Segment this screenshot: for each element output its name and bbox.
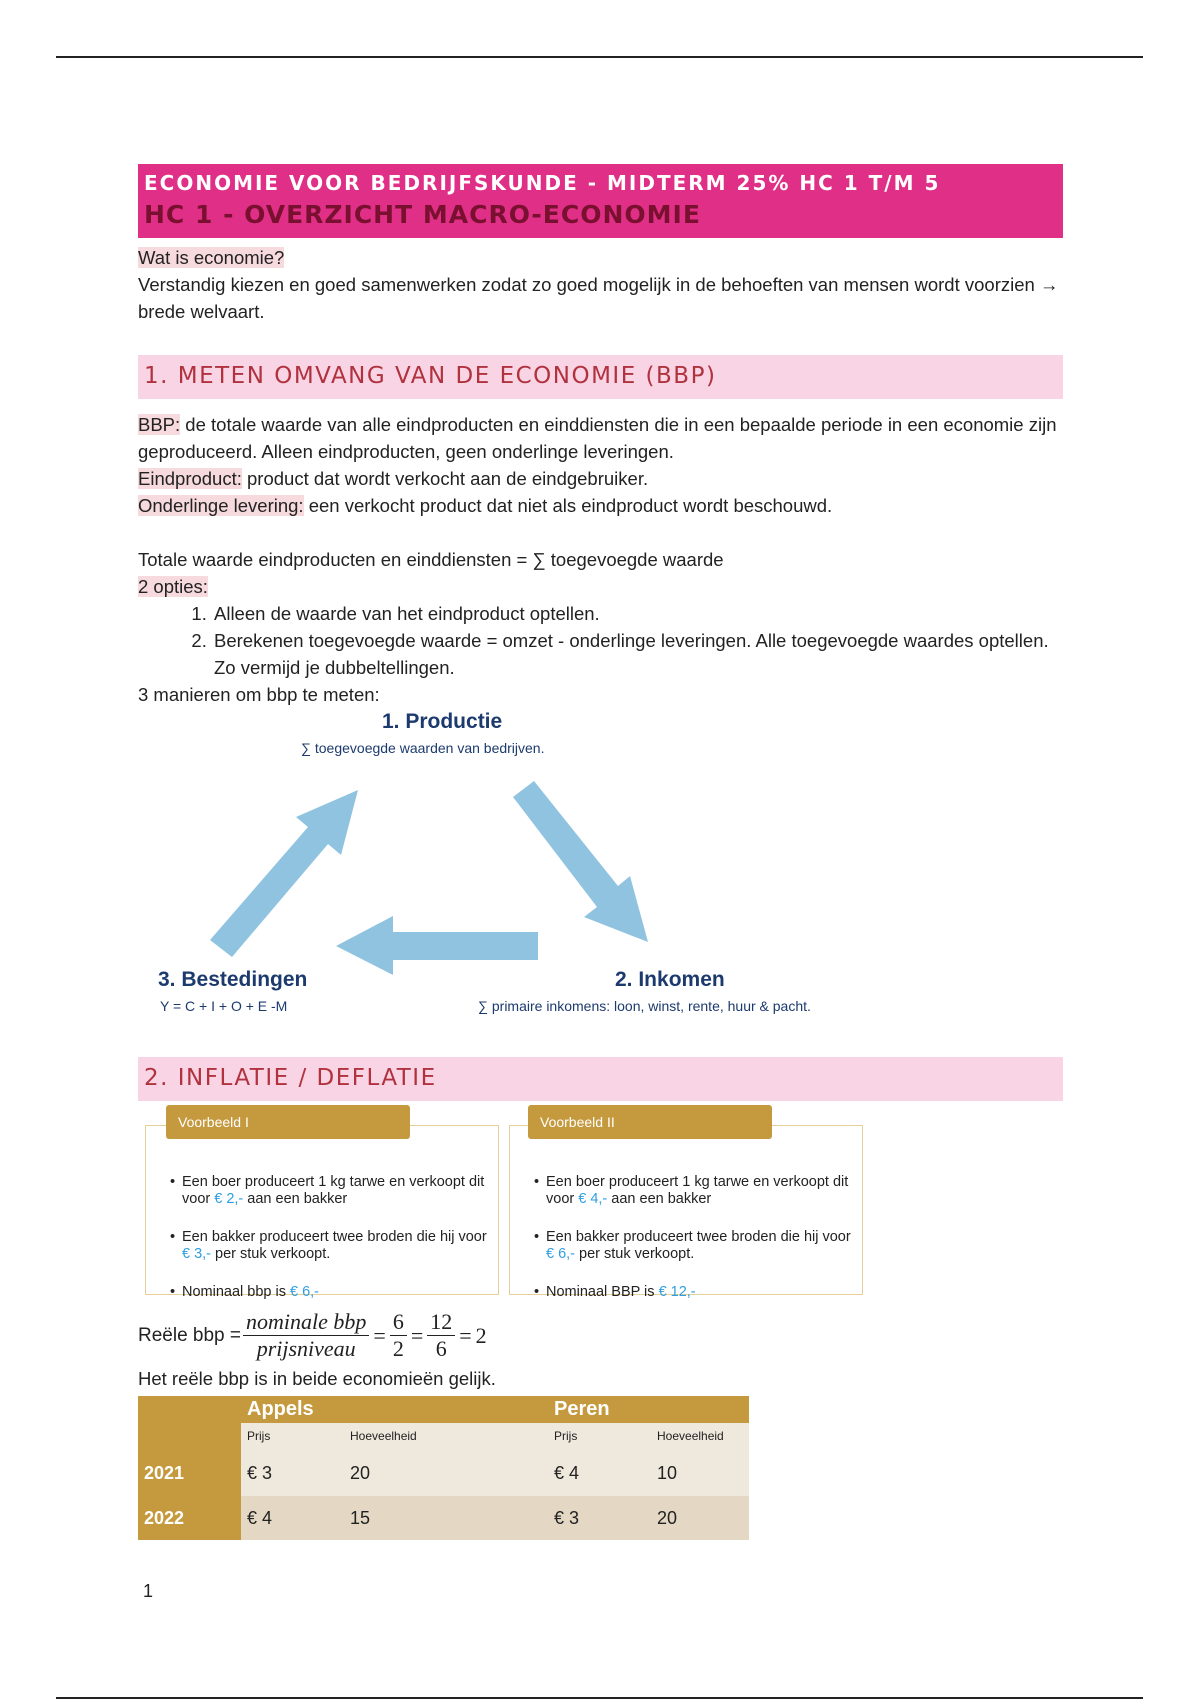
row-year: 2021 bbox=[138, 1450, 241, 1496]
top-rule bbox=[56, 56, 1143, 58]
price-quantity-table bbox=[138, 1396, 749, 1540]
table-cell: 20 bbox=[344, 1450, 447, 1496]
list-item: • Een boer produceert 1 kg tarwe en verkoopt dit voor € 4,- aan een bakker bbox=[534, 1174, 862, 1208]
list-item: • Nominaal BBP is € 12,- bbox=[534, 1284, 862, 1301]
formula-fraction: $\frac{12}{6}$ bbox=[427, 1309, 455, 1362]
definition-term: BBP: bbox=[138, 414, 181, 435]
column-header: Hoeveelheid bbox=[344, 1423, 447, 1450]
table-group-header bbox=[138, 1396, 749, 1423]
conclusion-text: Het reële bbp is in beide economieën gelijk. bbox=[138, 1368, 496, 1389]
production-title: 1. Productie bbox=[382, 710, 503, 733]
spending-sub: Y = C + I + O + E -M bbox=[160, 998, 288, 1014]
income-title: 2. Inkomen bbox=[615, 968, 725, 991]
arrow-left bbox=[336, 916, 538, 975]
column-header: Prijs bbox=[241, 1423, 344, 1450]
intro-answer: Verstandig kiezen en goed samenwerken zodat zo goed mogelijk in de behoeften van mensen wordt voorzien → brede welvaart. bbox=[138, 274, 1059, 322]
definition-text: product dat wordt verkocht aan de eindgebruiker. bbox=[241, 468, 649, 489]
table-cell: € 4 bbox=[241, 1496, 344, 1540]
intro-question: Wat is economie? bbox=[138, 247, 285, 268]
example-list bbox=[534, 1174, 862, 1322]
example-tab: Voorbeeld II bbox=[528, 1105, 772, 1139]
column-header: Hoeveelheid bbox=[651, 1423, 749, 1450]
definition-term: Onderlinge levering: bbox=[138, 495, 304, 516]
definition bbox=[138, 411, 1063, 465]
options-label: 2 opties: bbox=[138, 576, 208, 597]
options-list bbox=[138, 600, 1063, 681]
table-cell: 15 bbox=[344, 1496, 447, 1540]
section-heading-bbp: 1. METEN OMVANG VAN DE ECONOMIE (BBP) bbox=[138, 355, 1063, 399]
document-title: ECONOMIE VOOR BEDRIJFSKUNDE - MIDTERM 25% HC 1 T/M 5 bbox=[144, 171, 941, 195]
table-cell: € 4 bbox=[548, 1450, 651, 1496]
list-item: 2. Berekenen toegevoegde waarde = omzet - onderlinge leveringen. Alle toegevoegde waardes optellen. Zo vermijd je dubbeltellingen. bbox=[212, 627, 1063, 681]
example-box bbox=[145, 1125, 499, 1300]
table-row bbox=[138, 1496, 749, 1540]
list-item: • Nominaal bbp is € 6,- bbox=[170, 1284, 498, 1301]
column-group-peren: Peren bbox=[548, 1396, 651, 1423]
total-value-line: Totale waarde eindproducten en einddiensten = ∑ toegevoegde waarde bbox=[138, 549, 724, 570]
arrow-up-right bbox=[210, 790, 358, 957]
column-group-appels: Appels bbox=[241, 1396, 344, 1423]
bottom-rule bbox=[56, 1697, 1143, 1699]
examples-row bbox=[138, 1105, 1063, 1305]
bbp-cycle-diagram bbox=[138, 708, 1063, 1043]
definition bbox=[138, 465, 1063, 492]
income-sub: ∑ primaire inkomens: loon, winst, rente, huur & pacht. bbox=[478, 998, 811, 1014]
production-sub: ∑ toegevoegde waarden van bedrijven. bbox=[301, 740, 545, 756]
table-cell: 10 bbox=[651, 1450, 749, 1496]
definition-text: de totale waarde van alle eindproducten en einddiensten die in een bepaalde periode in een economie zijn geproduceerd. Alleen eindproducten, geen onderlinge leveringen. bbox=[138, 414, 1057, 462]
list-item: • Een boer produceert 1 kg tarwe en verkoopt dit voor € 2,- aan een bakker bbox=[170, 1174, 498, 1208]
formula-fraction: $\frac{6}{2}$ bbox=[390, 1309, 407, 1362]
spending-title: 3. Bestedingen bbox=[158, 968, 308, 991]
page-number: 1 bbox=[143, 1581, 154, 1601]
list-item: • Een bakker produceert twee broden die hij voor € 3,- per stuk verkoopt. bbox=[170, 1229, 498, 1263]
example-list bbox=[170, 1174, 498, 1322]
example-box bbox=[509, 1125, 863, 1300]
example-tab: Voorbeeld I bbox=[166, 1105, 410, 1139]
definition-text: een verkocht product dat niet als eindproduct wordt beschouwd. bbox=[303, 495, 833, 516]
column-header: Prijs bbox=[548, 1423, 651, 1450]
row-year: 2022 bbox=[138, 1496, 241, 1540]
definition-term: Eindproduct: bbox=[138, 468, 242, 489]
formula-result: 2 bbox=[475, 1322, 487, 1348]
section-heading-inflation: 2. INFLATIE / DEFLATIE bbox=[138, 1057, 1063, 1101]
table-sub-header bbox=[138, 1423, 749, 1450]
document-header bbox=[138, 164, 1063, 238]
list-item: 1. Alleen de waarde van het eindproduct optellen. bbox=[212, 600, 1063, 627]
page-content bbox=[138, 164, 1063, 1540]
table-cell: 20 bbox=[651, 1496, 749, 1540]
formula-label: Reële bbp = bbox=[138, 1324, 241, 1346]
table-cell: € 3 bbox=[241, 1450, 344, 1496]
definition bbox=[138, 492, 1063, 519]
arrow-down-right bbox=[513, 781, 648, 942]
real-gdp-formula: Reële bbp = $\frac{\text{nominale bbp}}{\text{prijsniveau}}$ = $\frac{6}{2}$ = $\frac{12}{6}$ = 2 bbox=[138, 1308, 487, 1361]
formula-fraction: $\frac{\text{nominale bbp}}{\text{prijsniveau}}$ bbox=[243, 1309, 369, 1362]
table-row bbox=[138, 1450, 749, 1496]
list-item: • Een bakker produceert twee broden die hij voor € 6,- per stuk verkoopt. bbox=[534, 1229, 862, 1263]
table-cell: € 3 bbox=[548, 1496, 651, 1540]
lecture-title: HC 1 - OVERZICHT MACRO-ECONOMIE bbox=[144, 200, 701, 229]
methods-label: 3 manieren om bbp te meten: bbox=[138, 684, 380, 705]
